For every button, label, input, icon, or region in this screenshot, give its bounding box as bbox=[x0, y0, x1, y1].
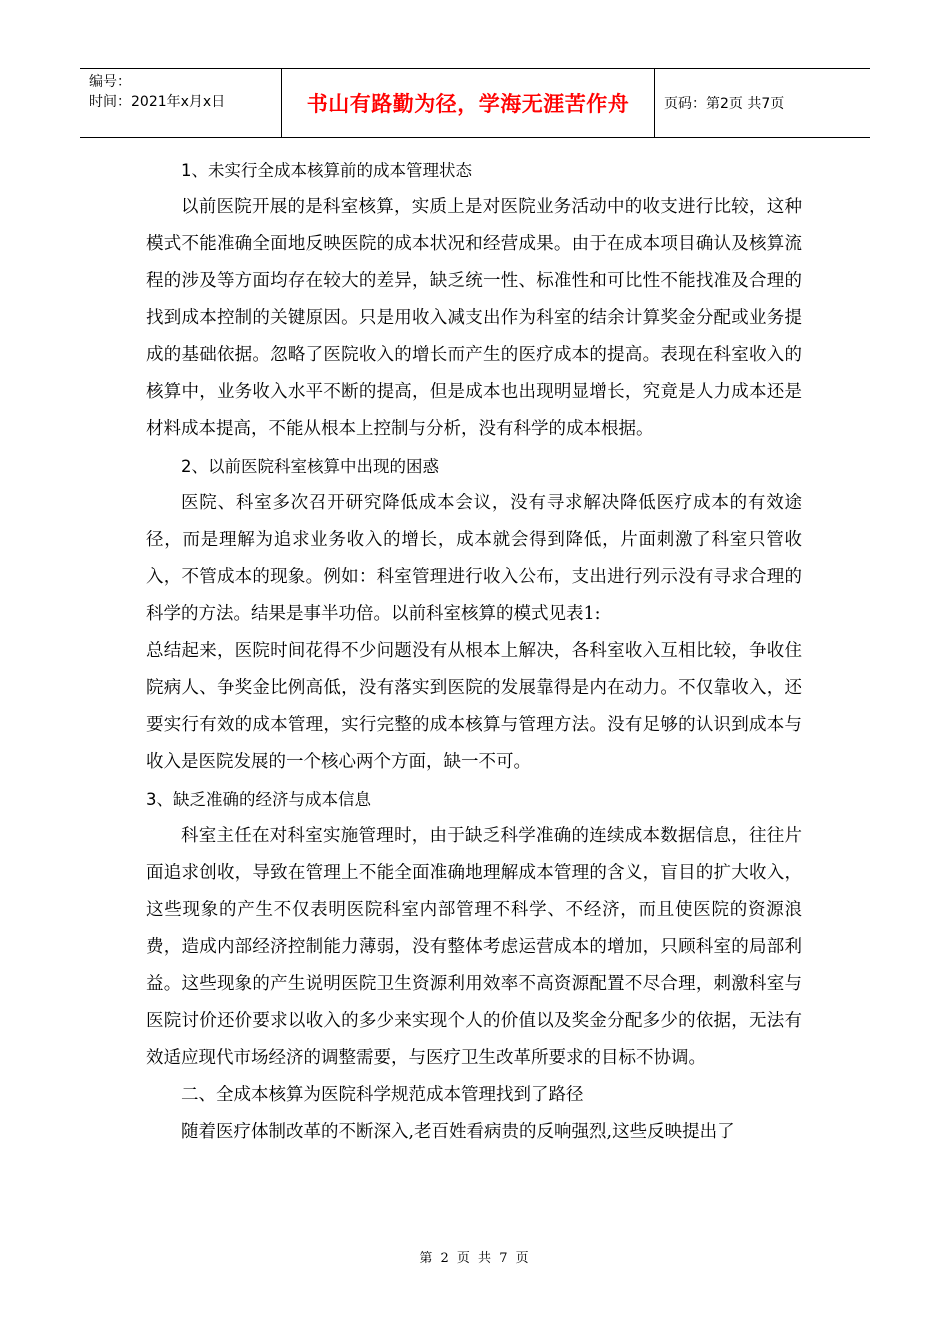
body-paragraph: 总结起来，医院时间花得不少问题没有从根本上解决，各科室收入互相比较，争收住院病人、争奖金比例高低，没有落实到医院的发展靠得是内在动力。不仅靠收入，还要实行有效的成本管理，实行完整的成本核算与管理方法。没有足够的认识到成本与收入是医院发展的一个核心两个方面，缺一不可。 bbox=[146, 641, 802, 772]
section-heading-2: 2、以前医院科室核算中出现的困惑 bbox=[181, 457, 439, 476]
body-paragraph: 医院、科室多次召开研究降低成本会议，没有寻求解决降低医疗成本的有效途径，而是理解为追求业务收入的增长，成本就会得到降低，片面刺激了科室只管收入，不管成本的现象。例如：科室管理进行收入公布，支出进行列示没有寻求合理的科学的方法。结果是事半功倍。以前科室核算的模式见表1: bbox=[146, 493, 802, 624]
document-body bbox=[146, 152, 802, 1151]
page-footer: 第 2 页 共 7 页 bbox=[419, 1251, 531, 1266]
chapter-heading-2: 二、全成本核算为医院科学规范成本管理找到了路径 bbox=[181, 1085, 584, 1105]
header-page-info: 页码：第2页 共7页 bbox=[664, 96, 785, 112]
section-heading-1: 1、未实行全成本核算前的成本管理状态 bbox=[181, 161, 472, 180]
header-meta bbox=[80, 69, 282, 137]
body-paragraph: 随着医疗体制改革的不断深入,老百姓看病贵的反响强烈,这些反映提出了 bbox=[181, 1122, 735, 1142]
section-heading-3: 3、缺乏准确的经济与成本信息 bbox=[146, 790, 371, 809]
body-paragraph: 以前医院开展的是科室核算，实质上是对医院业务活动中的收支进行比较，这种模式不能准确全面地反映医院的成本状况和经营成果。由于在成本项目确认及核算流程的涉及等方面均存在较大的差异，缺乏统一性、标准性和可比性不能找准及合理的找到成本控制的关键原因。只是用收入减支出作为科室的结余计算奖金分配或业务提成的基础依据。忽略了医院收入的增长而产生的医疗成本的提高。表现在科室收入的核算中，业务收入水平不断的提高，但是成本也出现明显增长，究竟是人力成本还是材料成本提高，不能从根本上控制与分析，没有科学的成本根据。 bbox=[146, 197, 802, 439]
header-time-label: 时间：2021年x月x日 bbox=[89, 94, 226, 110]
header-number-label: 编号： bbox=[89, 74, 131, 90]
page-header bbox=[80, 68, 870, 138]
header-motto: 书山有路勤为径，学海无涯苦作舟 bbox=[282, 69, 655, 137]
body-paragraph: 科室主任在对科室实施管理时，由于缺乏科学准确的连续成本数据信息，往往片面追求创收，导致在管理上不能全面准确地理解成本管理的含义，盲目的扩大收入，这些现象的产生不仅表明医院科室内部管理不科学、不经济，而且使医院的资源浪费，造成内部经济控制能力薄弱，没有整体考虑运营成本的增加，只顾科室的局部利益。这些现象的产生说明医院卫生资源利用效率不高资源配置不尽合理，刺激科室与医院讨价还价要求以收入的多少来实现个人的价值以及奖金分配多少的依据，无法有效适应现代市场经济的调整需要，与医疗卫生改革所要求的目标不协调。 bbox=[146, 826, 802, 1068]
